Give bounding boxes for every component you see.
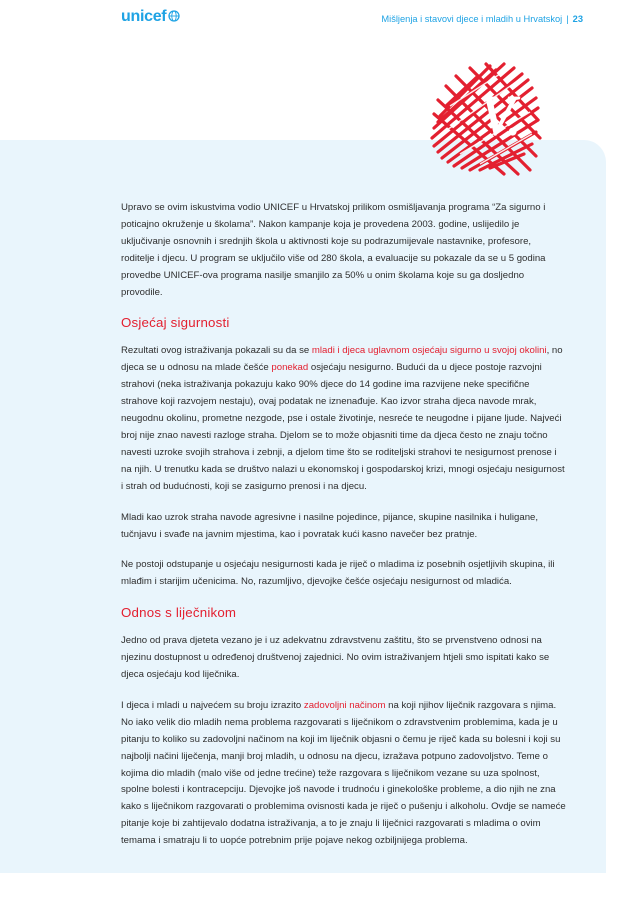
highlight-sometimes: ponekad xyxy=(271,362,309,374)
unicef-logo xyxy=(121,8,180,26)
chapter-emblem xyxy=(420,46,550,181)
section-heading-safety: Osjećaj sigurnosti xyxy=(121,315,230,331)
doctor-paragraph-1: Jedno od prava djeteta vezano je i uz adekvatnu zdravstvenu zaštitu, što se prvenstveno odnosi na njezinu dostupnost u određenoj društvenoj zajednici. No ovim istraživanjem htjeli smo ispitati kako se djeca osjećaju kod liječnika. xyxy=(121,635,550,681)
emblem-letter: V. xyxy=(480,85,521,147)
running-title xyxy=(381,14,583,24)
highlight-feel-safe: mladi i djeca uglavnom osjećaju sigurno u svojoj okolini xyxy=(311,345,547,357)
intro-paragraph: Upravo se ovim iskustvima vodio UNICEF u Hrvatskoj prilikom osmišljavanja programa “Za sigurno i poticajno okruženje u školama”. Nakon kampanje koja je provedena 2003. godine, uslijedilo je uključivanje osnovnih i srednjih škola u aktivnosti koje su podrazumijevale nastavnike, profesore, roditelje i djecu. U program se uključilo više od 280 škola, a evaluacije su pokazale da se u 5 godina provedbe UNICEF-ova programa nasilje smanjilo za 50% u onim školama koje su ga dosljedno provodile. xyxy=(121,202,546,298)
doctor-paragraph-2: I djeca i mladi u najvećem su broju izrazito zadovoljni načinom na koji njihov liječnik razgovara s njima. No iako velik dio mladih nema problema razgovarati s liječnikom o zdravstvenim problemima, kada je u pitanju to koliko su zadovoljni načinom na koji im liječnik objasni o čemu je riječ kada su bolesni i koji su najbolji načini liječenja, manji broj mladih, u odnosu na djecu, izražava potpuno zadovoljstvo. Teme o kojima dio mladih (malo više od jedne trećine) teže razgovara s liječnikom vezane su uza spolnost, spolne bolesti i kontracepciju. Djevojke još navode i trudnoću i ginekološke probleme, a dio njih ne zna kako s liječnikom razgovarati o problemima ovisnosti kada je riječ o pušenju i alkoholu. Ovdje se nameće pitanje koje bi zahtijevalo dodatna istraživanja, a to je znaju li liječnici razgovarati s mladima o ovim temama i smatraju li to uopće potrebnim prije pojave nekog ozbiljnijega problema. xyxy=(121,699,566,847)
highlight-satisfied: zadovoljni načinom xyxy=(303,699,386,711)
header-separator: | xyxy=(566,14,569,24)
globe-icon xyxy=(168,10,180,22)
safety-paragraph-1: Rezultati ovog istraživanja pokazali su da se mladi i djeca uglavnom osjećaju sigurno u svojoj okolini, no djeca se u odnosu na mlade češće ponekad osjećaju nesigurno. Budući da u djece postoje razvojni strahovi (neka istraživanja pokazuju kako 90% djece do 14 godine ima razvijene neke specifične strahove koji razvojem nestaju), ovaj podatak ne iznenađuje. Kao izvor straha djeca navode mrak, neugodnu okolinu, prometne nezgode, pse i ostale životinje, nesreće te neugodne i pijane ljude. Najveći broj nije znao navesti razloge straha. Djelom se to može objasniti time da djeca često ne znaju točno navesti uzroke svojih strahova i zebnji, a djelom time što se roditeljski strahovi te nesigurnost prenose i na njih. U trenutku kada se društvo nalazi u ekonomskoj i gospodarskoj krizi, mnogi osjećaju nesigurnost i strah od budućnosti, koji se zasigurno prenosi i na djecu. xyxy=(121,345,565,492)
page-header xyxy=(0,0,638,40)
publication-title: Mišljenja i stavovi djece i mladih u Hrvatskoj xyxy=(381,14,563,24)
logo-text: unicef xyxy=(121,8,167,25)
safety-paragraph-2: Mladi kao uzrok straha navode agresivne i nasilne pojedince, pijance, skupine nasilnika i huligane, tučnjavu i svađe na javnim mjestima, kao i povratak kući kasno navečer bez pratnje. xyxy=(121,511,539,540)
section-heading-doctor: Odnos s liječnikom xyxy=(121,605,237,621)
page-number: 23 xyxy=(572,14,583,24)
safety-paragraph-3: Ne postoji odstupanje u osjećaju nesigurnosti kada je riječ o mladima iz posebnih osjetljivih skupina, ili mlađim i starijim učenicima. No, razumljivo, djevojke češće osjećaju nesigurnost od mladića. xyxy=(121,559,555,588)
main-content xyxy=(121,200,566,864)
